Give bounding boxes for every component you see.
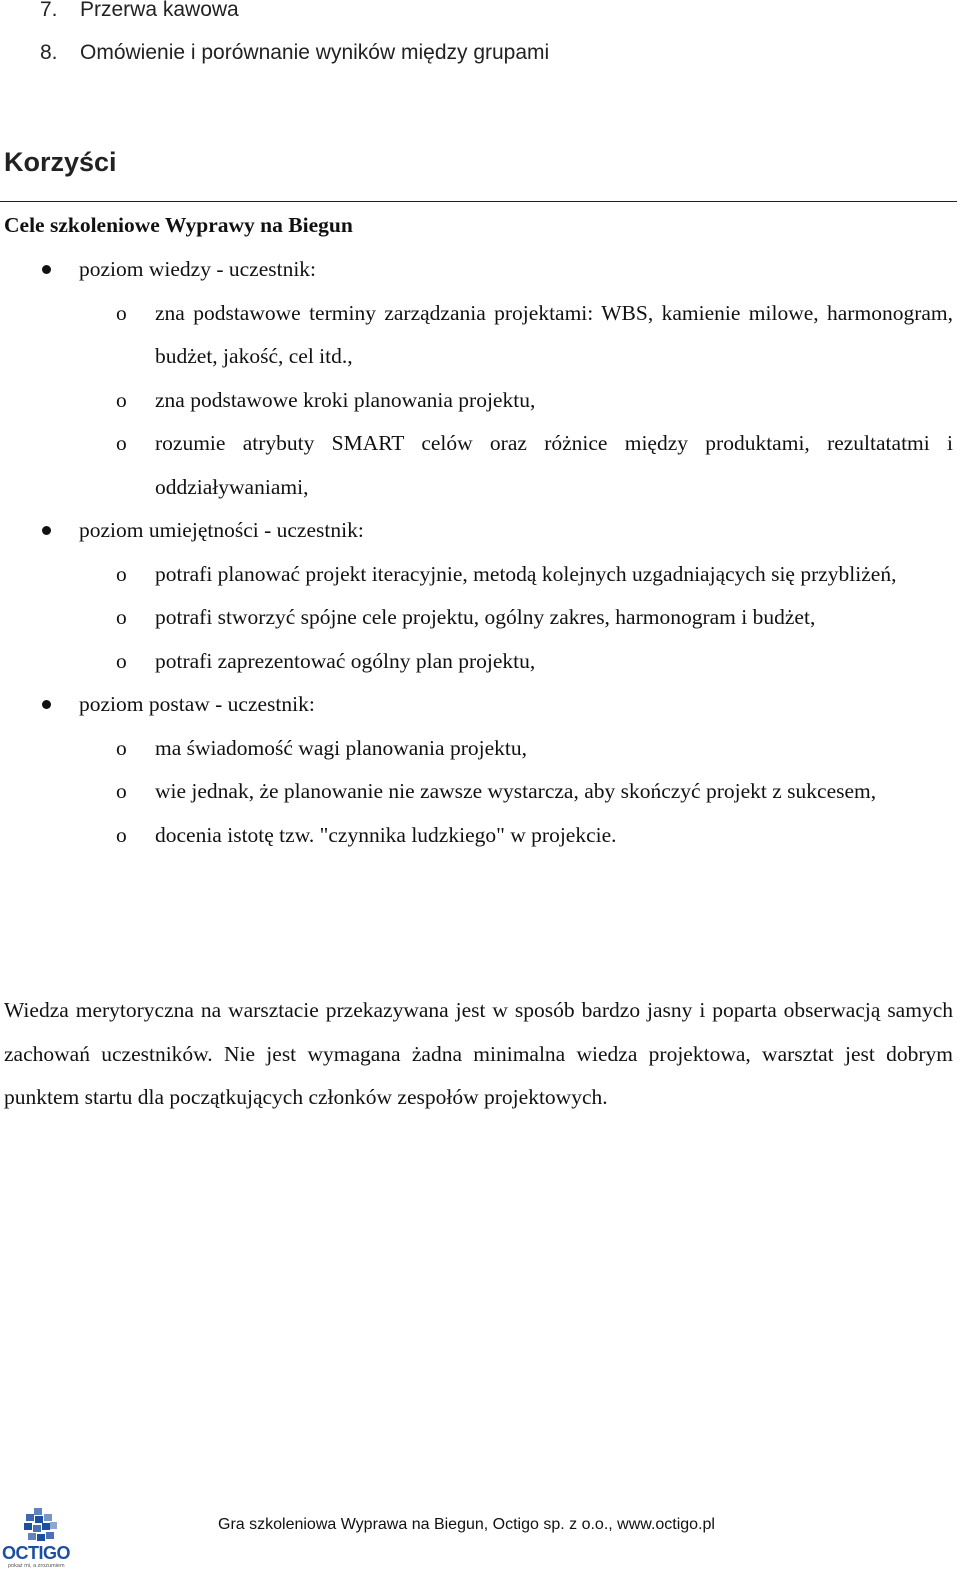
item-text: zna podstawowe kroki planowania projektu, xyxy=(155,387,536,412)
list-item xyxy=(0,814,953,858)
bullet-icon xyxy=(42,526,51,535)
item-text: docenia istotę tzw. "czynnika ludzkiego" w projekcie. xyxy=(155,822,617,847)
attitudes-level-item xyxy=(0,683,960,727)
agenda-number: 7. xyxy=(40,0,58,21)
knowledge-level-item xyxy=(0,248,960,292)
circle-bullet-icon: o xyxy=(116,387,127,412)
agenda-text: Omówienie i porównanie wyników między grupami xyxy=(80,41,550,64)
list-item xyxy=(0,596,953,640)
list-item xyxy=(0,422,953,509)
logo-wordmark: OCTIGO xyxy=(2,1543,70,1563)
bullet-icon xyxy=(42,700,51,709)
list-item xyxy=(0,379,953,423)
section-title: Korzyści xyxy=(4,147,117,177)
circle-bullet-icon: o xyxy=(116,431,127,455)
skills-level-item xyxy=(0,509,960,553)
page-footer: Gra szkoleniowa Wyprawa na Biegun, Octigo sp. z o.o., www.octigo.pl xyxy=(218,1516,715,1533)
subtitle: Cele szkoleniowe Wyprawy na Biegun xyxy=(4,213,353,237)
circle-bullet-icon: o xyxy=(116,779,127,803)
level-label: poziom umiejętności - uczestnik: xyxy=(79,518,364,542)
cube-icon xyxy=(22,1508,58,1542)
item-text: potrafi zaprezentować ogólny plan projektu, xyxy=(155,648,536,673)
agenda-text: Przerwa kawowa xyxy=(80,0,239,21)
circle-bullet-icon: o xyxy=(116,648,127,673)
item-text: wie jednak, że planowanie nie zawsze wystarcza, aby skończyć projekt z sukcesem, xyxy=(155,779,877,803)
list-item xyxy=(0,770,953,814)
list-item xyxy=(0,553,953,597)
agenda-item-7 xyxy=(40,0,239,22)
objectives-list xyxy=(0,248,960,857)
item-text: ma świadomość wagi planowania projektu, xyxy=(155,735,527,760)
level-label: poziom postaw - uczestnik: xyxy=(79,692,315,716)
item-text: potrafi planować projekt iteracyjnie, metodą kolejnych uzgadniających się przybliżeń, xyxy=(155,561,897,586)
list-item xyxy=(0,292,953,379)
item-text: zna podstawowe terminy zarządzania projektami: WBS, kamienie milowe, harmonogram, budżet, jakość, cel itd., xyxy=(155,300,953,368)
circle-bullet-icon: o xyxy=(116,300,127,325)
item-text: potrafi stworzyć spójne cele projektu, ogólny zakres, harmonogram i budżet, xyxy=(155,605,816,629)
agenda-item-8 xyxy=(40,41,549,65)
logo-slogan: pokaż mi, a zrozumiem xyxy=(8,1563,65,1569)
item-text: rozumie atrybuty SMART celów oraz różnice między produktami, rezultatatmi i oddziaływaniami, xyxy=(155,431,953,499)
list-item xyxy=(0,727,953,771)
octigo-logo xyxy=(0,1508,90,1570)
circle-bullet-icon: o xyxy=(116,561,127,586)
level-label: poziom wiedzy - uczestnik: xyxy=(79,257,317,281)
summary-paragraph: Wiedza merytoryczna na warsztacie przekazywana jest w sposób bardzo jasny i poparta obserwacją samych zachowań uczestników. Nie jest wymagana żadna minimalna wiedza projektowa, warsztat jest dobrym punktem startu dla początkujących członków zespołów projektowych. xyxy=(4,998,953,1109)
circle-bullet-icon: o xyxy=(116,605,127,629)
circle-bullet-icon: o xyxy=(116,822,127,847)
circle-bullet-icon: o xyxy=(116,735,127,760)
list-item xyxy=(0,640,953,684)
bullet-icon xyxy=(42,265,51,274)
section-divider xyxy=(0,201,957,202)
agenda-number: 8. xyxy=(40,41,58,64)
